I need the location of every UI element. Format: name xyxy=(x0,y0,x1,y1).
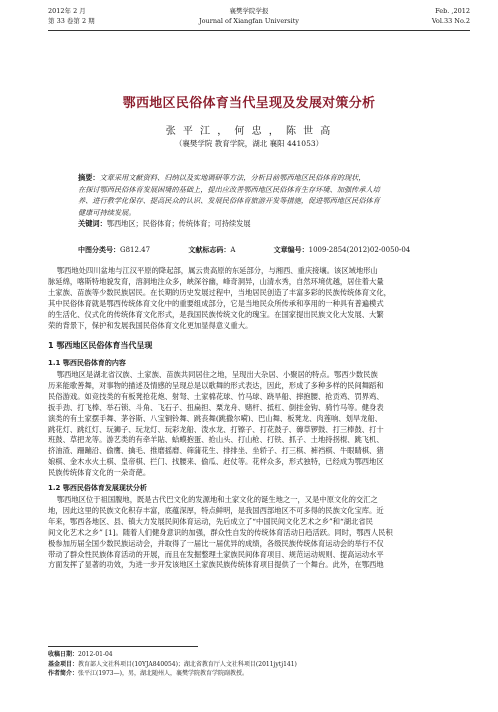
article-authors: 张 平 江 ， 何 忠 ， 陈 世 高 xyxy=(165,126,333,137)
classification-line xyxy=(78,245,458,255)
keywords-text: 鄂西地区；民俗体育；传统体育；可持续发展 xyxy=(106,219,251,228)
body-line: 脉延绵，喀斯特地貌发育，溶洞地注众多，峡深谷幽，峰奇洞异，山清水秀，自然环境优越，居住着大量 xyxy=(48,276,384,286)
received-label: 收稿日期： xyxy=(48,651,79,658)
header-volume: 第 33 卷第 2 期 xyxy=(48,17,95,25)
body-line: 极参加历届全国少数民族运动会，并取得了一届比一届优异的成绩，各级民族传统体育运动会的举行不仅 xyxy=(48,538,384,548)
footnotes xyxy=(48,650,478,679)
abstract-label: 摘要： xyxy=(78,173,100,182)
doc-label: 文献标志码： xyxy=(188,246,231,254)
footnote-author xyxy=(48,669,478,679)
section-1-1-paragraph xyxy=(48,370,468,479)
body-line: 的生活化、仪式化的传统体育文化形式，是我国民族传统文化的瑰宝。在国家提出民族文化大发展、大繁 xyxy=(48,309,384,319)
header-date: 2012年 2 月 xyxy=(48,7,86,15)
body-line: 娘棋、金木水火土棋、皇帝棋、拦门、找腰来、偷瓜、赶仗等。花样众多，形式独特，已经成为鄂西地区 xyxy=(48,457,384,467)
id-label: 文章编号： xyxy=(273,246,309,254)
header-volume-en: Vol.33 No.2 xyxy=(431,17,470,25)
clc-value: G812.47 xyxy=(120,246,151,254)
id-value: 1009-2854(2012)02-0050-04 xyxy=(308,246,411,254)
abstract-line: 健康可持续发展。 xyxy=(78,207,136,217)
body-line: 历来能歌善舞，对事物的描述及情感的呈现总是以歌舞的形式表达，因此，形成了多种多样的民间舞蹈和 xyxy=(48,380,384,390)
body-line: 地，因此这里的民族文化积存丰富，底蕴深厚，特点鲜明，是我国西部地区不可多得的民族文化宝库。近 xyxy=(48,505,384,515)
intro-paragraph xyxy=(48,266,468,331)
keywords-label: 关键词： xyxy=(78,219,107,228)
body-line: 鄂西地区位于祖国腹地，既是古代巴文化的发源地和土家文化的诞生地之一，又是中原文化的交汇之 xyxy=(56,495,378,504)
header-journal-cn: 襄樊学院学报 xyxy=(229,7,269,15)
footnote-received xyxy=(48,650,478,660)
body-line: 方面发挥了显著的功效，为进一步开发该地区土家族民族传统体育项目提供了一个舞台。此外，在鄂西地 xyxy=(48,560,384,570)
body-line: 年来，鄂西各地区、县、镇大力发展民间体育运动，先后成立了“中国民间文化艺术之乡”和“湖北省民 xyxy=(48,516,373,526)
header-journal-en: Journal of Xiangfan University xyxy=(199,17,299,25)
footnote-rule xyxy=(48,646,198,647)
article-id xyxy=(274,246,429,254)
subsection-heading: 1.2 鄂西民俗体育发展现状分析 xyxy=(48,484,147,492)
fund-value: 教育部人文社科项目(10YJA840054)；湖北省教育厅人文社科项目(2011jytj141) xyxy=(78,660,297,668)
clc-label: 中图分类号： xyxy=(78,246,120,254)
fund-label: 基金项目： xyxy=(48,660,79,668)
abstract-block xyxy=(78,172,450,230)
body-line: 土家族、苗族等少数民族居民。在长期的历史发展过程中，当地居民创造了丰富多彩的民族传统体育文化， xyxy=(48,287,391,297)
section-heading: 1 鄂西地区民俗体育当代呈现 xyxy=(48,341,153,350)
footnote-fund xyxy=(48,660,478,670)
article-affiliation: （襄樊学院 教育学院，湖北 襄阳 441053） xyxy=(174,139,324,148)
document-code xyxy=(188,246,253,254)
body-line: 民俗游戏。如竞技类的有板凳抢花炮、射弩、土家棉花球、竹马球、跷旱船、摔抱腰、抢贡鸡、罚界鸡、 xyxy=(48,391,384,401)
article-title: 鄂西地区民俗体育当代呈现及发展对策分析 xyxy=(122,96,376,111)
body-line: 挤油渣、跚蹦沿、偷鹰、擒毛、推磨摇磨、筛蒲花生、排排坐、坐轿子、打三棋、裤裆棋、牛眼睛棋、猪 xyxy=(48,446,384,456)
body-line: 带动了群众性民族体育活动的开展，而且在发掘整理土家族民间体育项目、规范运动规则、提高运动水平 xyxy=(48,549,384,559)
body-line: 班鼓、草把龙等。游艺类的有牵羊貼、蛤蟆抱蛋、抢山头、打山枪、打铁、抓子、土地持拐棍、跳飞机、 xyxy=(48,435,384,445)
clc-number xyxy=(78,246,168,254)
abstract-line: 在探讨鄂西民俗体育发展困境的基础上，提出应改善鄂西地区民俗体育生存环境、加强传承人培 xyxy=(78,184,380,194)
doc-value: A xyxy=(230,246,236,254)
body-line: 鄂西地处四川盆地与江汉平原的降起部，属云贵高原的东延部分，与湘西、重庆接壤。该区域地形山 xyxy=(56,266,378,275)
body-line: 荣的背景下，保护和发展我国民俗体育文化更加显得意义重大。 xyxy=(48,320,253,330)
section-1-2-paragraph xyxy=(48,495,468,571)
body-line: 鄂西地区是湖北省汉族、土家族、苗族共同居住之地，呈现出大杂居、小聚居的特点。鄂西少数民族 xyxy=(56,370,378,379)
abstract-line: 养、进行教学化保存、提高民众的认识、发展民俗体育旅游开发等措施，促进鄂西地区民俗体育 xyxy=(78,196,380,205)
author-value: 张平江(1973—)，男，湖北随州人，襄樊学院教育学院副教授。 xyxy=(78,670,248,677)
keywords-line xyxy=(78,218,450,230)
body-line: 扳手劲、打飞棒、举石锁、斗角、飞石子、扭扁担、栗龙舟、赌杆、抵杠、倒挂金钩、骑竹马等。健身表 xyxy=(48,402,384,412)
received-value: 2012-01-04 xyxy=(78,651,113,658)
abstract-line xyxy=(78,172,450,184)
header-date-en: Feb. ,2012 xyxy=(435,7,470,15)
abstract-text: 文章采用文献资料、归纳以及实地调研等方法，分析目前鄂西地区民俗体育的现状， xyxy=(99,173,366,182)
header-rule xyxy=(48,30,470,31)
subsection-heading: 1.1 鄂西民俗体育的内容 xyxy=(48,359,126,367)
body-line: 间文化艺术之乡” [1]。随着人们健身意识的加强，群众性自发的传统体育活动日趋活跃。同时，鄂西人民积 xyxy=(48,527,393,537)
body-line: 演类的有土家摆手舞、茅谷斯、八宝铜铃舞、跳丧舞(跳撒尔嗬)、巴山舞、板凳龙、肉莲响、划旱龙船、 xyxy=(48,413,383,423)
body-line: 其中民俗体育就是鄂西传统体育文化中的重要组成部分，它是当地民众所传承和享用的一种具有普遍模式 xyxy=(48,298,384,308)
header-journal-name xyxy=(0,6,498,26)
author-label: 作者简介： xyxy=(48,670,79,677)
body-line: 跳花灯、跳红灯、玩狮子、玩龙灯、玩彩龙船、泼水龙、打镲子、打花鼓子、薅草锣鼓、打三棒鼓、打十 xyxy=(48,424,384,434)
header-issue-en xyxy=(432,6,470,26)
body-line: 民族传统体育文化的一朵奇葩。 xyxy=(48,468,151,478)
